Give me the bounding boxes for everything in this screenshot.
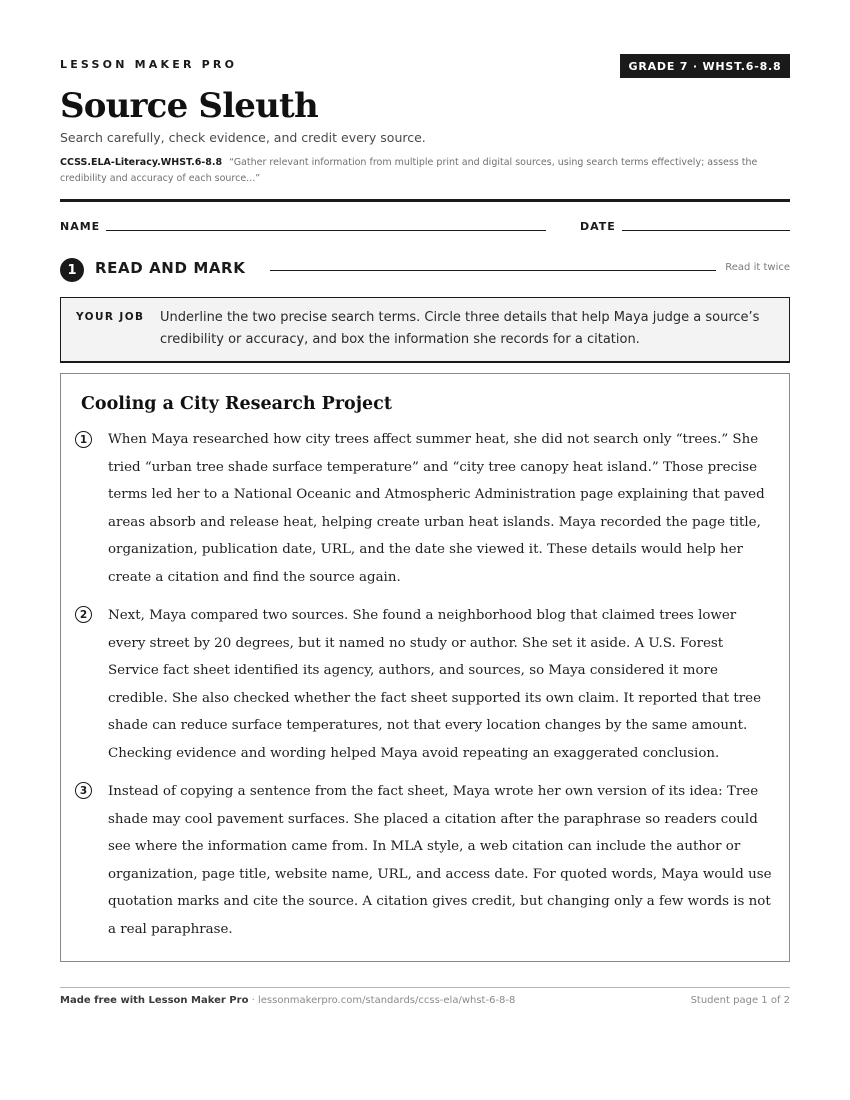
paragraph-1: When Maya researched how city trees affect summer heat, she did not search only “trees.” She tried “urban tree shade surface temperature” and “city tree canopy heat island.” Those precise terms led her to a National Oceanic and Atmospheric Administration page explaining that paved areas absorb and release heat, helping create urban heat islands. Maya recorded the page title, organization, publication date, URL, and the date she viewed it. These details would help her create a citation and find the source again. (108, 432, 765, 585)
standard-quote: “Gather relevant information from multiple print and digital sources, using search terms effectively; assess the credibility and accuracy of each source...” (60, 157, 758, 184)
section-divider (270, 270, 716, 271)
date-field[interactable] (622, 230, 790, 231)
page-title: Source Sleuth (60, 86, 318, 126)
reading-passage (60, 373, 790, 962)
paragraph-3: Instead of copying a sentence from the fact sheet, Maya wrote her own version of its idea: Tree shade may cool pavement surfaces. She placed a citation after the paraphrase so readers could see where the information came from. In MLA style, a web citation can include the author or organization, page title, website name, URL, and access date. For quoted words, Maya would use quotation marks and cite the source. A citation gives credit, but changing only a few words is not a real paraphrase. (108, 784, 772, 937)
section-note: Read it twice (725, 262, 790, 273)
standard-code: CCSS.ELA-Literacy.WHST.6-8.8 (60, 157, 223, 168)
section-title: READ AND MARK (95, 259, 246, 277)
paragraph-2: Next, Maya compared two sources. She found a neighborhood blog that claimed trees lower every street by 20 degrees, but it named no study or author. She set it aside. A U.S. Forest Service fact sheet identified its agency, authors, and sources, so Maya considered it more credible. She also checked whether the fact sheet supported its own claim. It reported that tree shade can reduce surface temperatures, not that every location changes by the same amount. Checking evidence and wording helped Maya avoid repeating an exaggerated conclusion. (108, 608, 762, 761)
job-text: Underline the two precise search terms. Circle three details that help Maya judge a source’s credibility or accuracy, and box the information she records for a citation. (160, 310, 760, 347)
paragraph-number-1: 1 (75, 431, 92, 448)
worksheet-page (60, 0, 790, 1100)
footer-made-with: Made free with Lesson Maker Pro (60, 995, 249, 1006)
paragraph-number-2: 2 (75, 606, 92, 623)
footer-separator: · (248, 995, 258, 1006)
footer-credit (60, 995, 515, 1006)
footer-url[interactable]: lessonmakerpro.com/standards/ccss-ela/whst-6-8-8 (257, 995, 516, 1006)
footer-divider (60, 987, 790, 988)
header-divider (60, 199, 790, 202)
page-subtitle: Search carefully, check evidence, and credit every source. (60, 130, 426, 145)
section-number-badge: 1 (60, 258, 84, 282)
passage-title: Cooling a City Research Project (81, 394, 392, 414)
job-label: YOUR JOB (76, 311, 145, 323)
standard-description (60, 155, 790, 187)
name-field[interactable] (106, 230, 546, 231)
paragraph-number-3: 3 (75, 782, 92, 799)
name-label: NAME (60, 220, 101, 233)
job-instructions-box (60, 297, 790, 363)
brand-name: LESSON MAKER PRO (60, 58, 238, 71)
date-label: DATE (580, 220, 616, 233)
grade-badge: GRADE 7 · WHST.6-8.8 (620, 54, 790, 78)
footer-page-number: Student page 1 of 2 (690, 995, 790, 1006)
